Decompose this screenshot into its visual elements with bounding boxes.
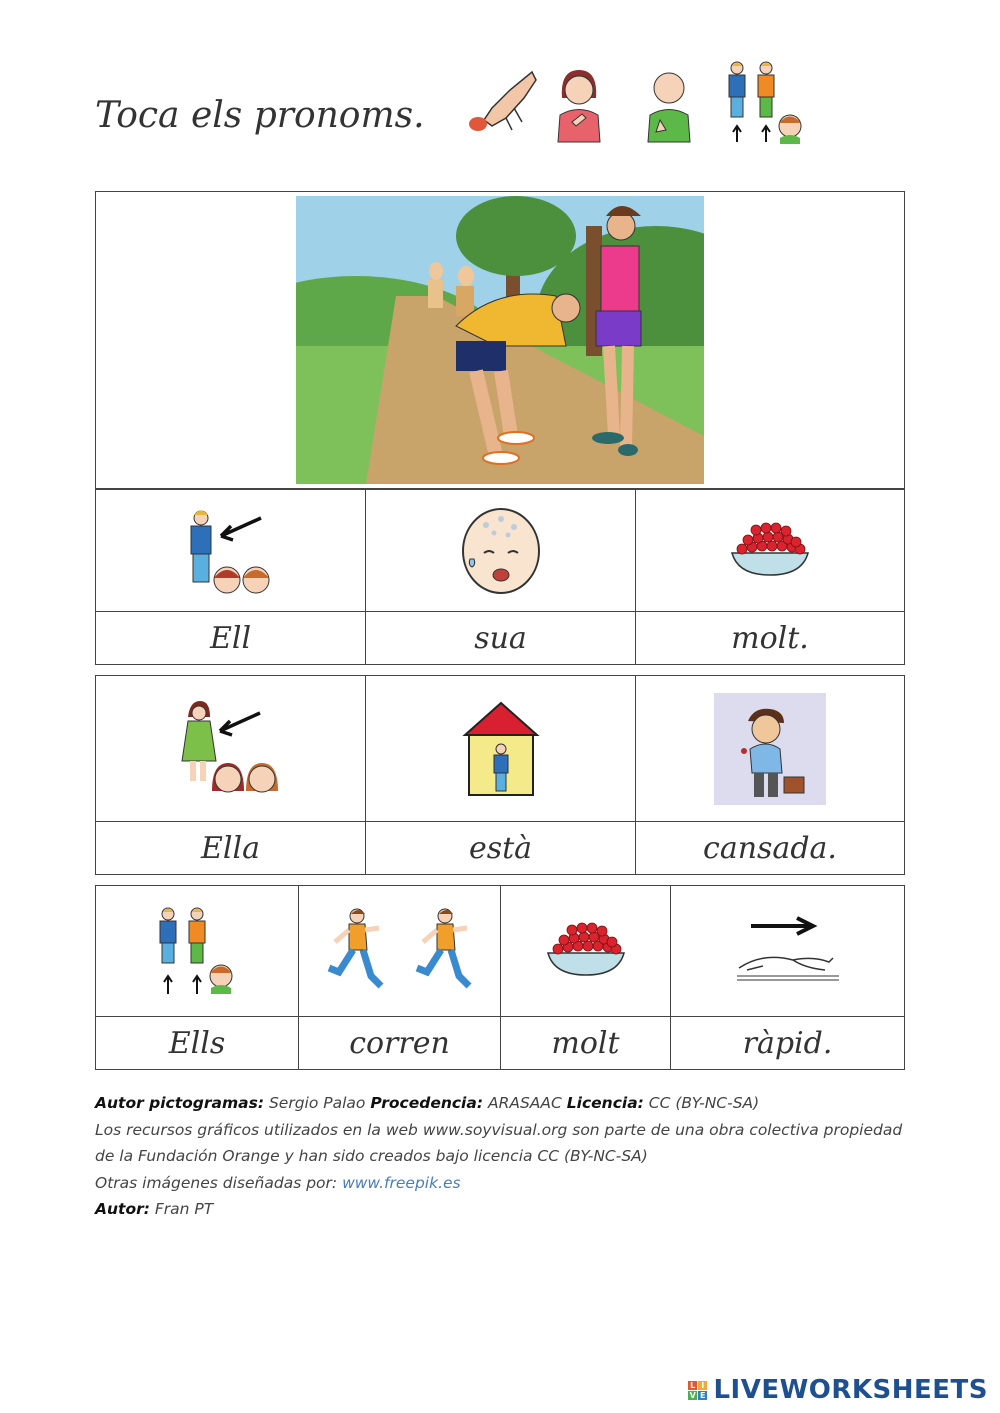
autor-label: Autor:	[95, 1200, 150, 1218]
word-text: cansada.	[703, 830, 837, 866]
other-images-text: Otras imágenes diseñadas por:	[95, 1173, 338, 1192]
picto-cell-alot-2[interactable]	[501, 886, 671, 1017]
picto-cell-alot[interactable]	[636, 489, 904, 612]
sentence-table-3	[95, 885, 905, 1070]
you-pictogram-icon[interactable]	[642, 60, 697, 145]
logo-text: LIVEWORKSHEETS	[713, 1375, 988, 1405]
sweat-face-icon	[456, 503, 546, 598]
worksheet-title: Toca els pronoms.	[95, 95, 425, 136]
word-text: Ell	[209, 620, 252, 656]
picto-cell-to-be[interactable]	[366, 676, 636, 822]
word-text: molt.	[731, 620, 809, 656]
she-pictogram-icon	[176, 699, 286, 799]
sentence-table-2	[95, 675, 905, 875]
word-cell-molt[interactable]	[636, 612, 904, 664]
word-cell-molt-2[interactable]	[501, 1017, 671, 1069]
running-people-icon	[325, 906, 475, 996]
picto-cell-tired[interactable]	[636, 676, 904, 822]
source-label: Procedencia:	[370, 1094, 484, 1112]
house-person-icon	[461, 699, 541, 799]
source-value: ARASAAC	[487, 1094, 562, 1112]
credits	[95, 1090, 915, 1223]
license-label: Licencia:	[566, 1094, 644, 1112]
word-cell-esta[interactable]	[366, 822, 636, 874]
pronoun-icons	[462, 60, 812, 150]
autor-value: Fran PT	[154, 1200, 214, 1218]
word-cell-rapid[interactable]	[671, 1017, 904, 1069]
word-text: Ella	[201, 830, 260, 866]
freepik-link[interactable]: www.freepik.es	[342, 1173, 461, 1192]
credits-line-other	[95, 1170, 915, 1197]
they-pictogram-icon	[155, 906, 240, 996]
word-cell-sua[interactable]	[366, 612, 636, 664]
logo-tile: I	[698, 1381, 707, 1390]
word-cell-ell[interactable]	[96, 612, 366, 664]
word-cell-ella[interactable]	[96, 822, 366, 874]
word-text: molt	[551, 1025, 620, 1061]
picto-cell-they[interactable]	[96, 886, 299, 1017]
resources-text: Los recursos gráficos utilizados en la web www.soyvisual.org son parte de una obra colectiva propiedad de la Fundación Orange y han sido creados bajo licencia CC (BY-NC-SA)	[95, 1120, 903, 1165]
picto-cell-fast[interactable]	[671, 886, 904, 1017]
logo-tile: L	[690, 1380, 696, 1390]
word-text: està	[468, 830, 533, 866]
scene-image-cell	[96, 192, 904, 489]
credits-line-1	[95, 1090, 915, 1117]
a-lot-icon	[728, 521, 812, 581]
picto-cell-run[interactable]	[299, 886, 501, 1017]
picto-cell-sweat[interactable]	[366, 489, 636, 612]
liveworksheets-logo[interactable]	[688, 1375, 988, 1405]
logo-tile: E	[699, 1390, 706, 1400]
a-lot-icon	[544, 921, 628, 981]
logo-tile: V	[689, 1390, 697, 1400]
fast-hare-icon	[733, 916, 843, 986]
they-pictogram-icon[interactable]	[724, 60, 809, 145]
word-cell-ells[interactable]	[96, 1017, 299, 1069]
me-pictogram-icon[interactable]	[552, 60, 607, 145]
tired-man-icon	[714, 693, 826, 805]
sentence-table-1	[95, 191, 905, 665]
he-pictogram-icon	[181, 506, 281, 596]
word-cell-cansada[interactable]	[636, 822, 904, 874]
license-value: CC (BY-NC-SA)	[648, 1094, 760, 1112]
logo-mark-icon	[688, 1381, 707, 1400]
word-text: sua	[474, 620, 527, 656]
scene-image	[296, 196, 704, 484]
word-text: corren	[349, 1025, 450, 1061]
pointing-hand-icon[interactable]	[462, 60, 542, 140]
picto-cell-she[interactable]	[96, 676, 366, 822]
author-value: Sergio Palao	[268, 1094, 366, 1112]
word-cell-corren[interactable]	[299, 1017, 501, 1069]
credits-line-autor	[95, 1196, 915, 1223]
author-label: Autor pictogramas:	[95, 1094, 265, 1112]
picto-cell-he[interactable]	[96, 489, 366, 612]
word-text: ràpid.	[742, 1025, 833, 1061]
word-text: Ells	[168, 1025, 226, 1061]
